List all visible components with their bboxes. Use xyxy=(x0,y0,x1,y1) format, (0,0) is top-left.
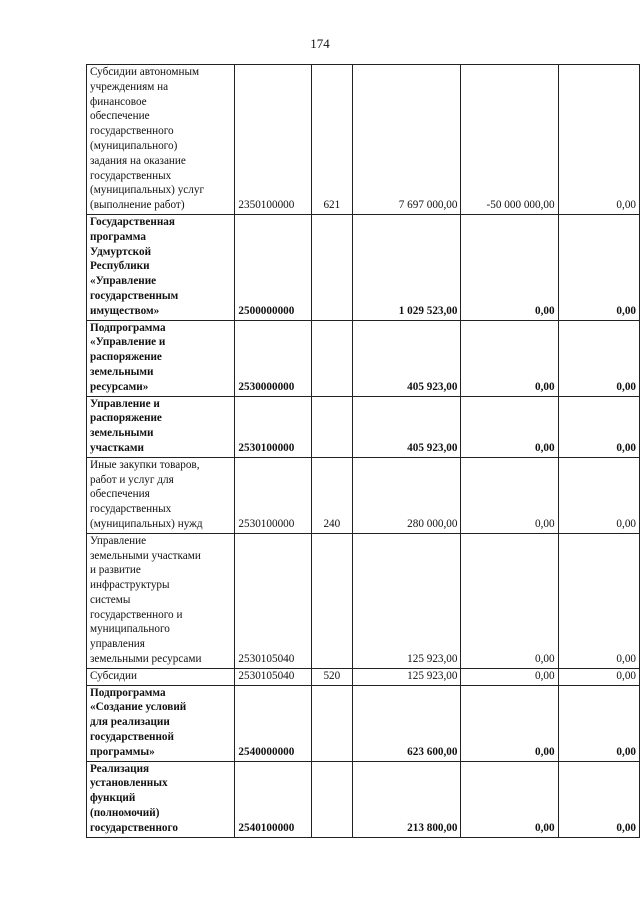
row-name: Реализация установленных функций (полномочий) государственного xyxy=(90,762,178,834)
row-code: 2530000000 xyxy=(235,320,311,396)
row-amount-2: 0,00 xyxy=(461,214,558,320)
row-amount-3: 0,00 xyxy=(558,65,639,215)
row-expense-type: 240 xyxy=(311,457,352,533)
row-name: Государственная программа Удмуртской Республики «Управление государственным имуществом» xyxy=(90,215,179,317)
row-amount-1: 1 029 523,00 xyxy=(352,214,461,320)
row-amount-3: 0,00 xyxy=(558,761,639,837)
row-name-cell xyxy=(87,668,235,685)
row-amount-3: 0,00 xyxy=(558,685,639,761)
row-name: Иные закупки товаров, работ и услуг для обеспечения государственных (муниципальных) нужд xyxy=(90,458,203,530)
row-amount-1: 7 697 000,00 xyxy=(352,65,461,215)
table-row xyxy=(87,214,640,320)
row-amount-3: 0,00 xyxy=(558,396,639,457)
row-amount-1: 623 600,00 xyxy=(352,685,461,761)
table-row xyxy=(87,761,640,837)
table-row xyxy=(87,668,640,685)
table-row xyxy=(87,533,640,668)
row-name-cell xyxy=(87,761,235,837)
row-code: 2500000000 xyxy=(235,214,311,320)
page-number: 174 xyxy=(310,36,330,51)
row-code: 2540100000 xyxy=(235,761,311,837)
row-name-cell xyxy=(87,685,235,761)
row-expense-type xyxy=(311,320,352,396)
row-code: 2350100000 xyxy=(235,65,311,215)
row-amount-1: 213 800,00 xyxy=(352,761,461,837)
row-amount-3: 0,00 xyxy=(558,533,639,668)
row-expense-type xyxy=(311,685,352,761)
row-code: 2540000000 xyxy=(235,685,311,761)
row-amount-3: 0,00 xyxy=(558,320,639,396)
row-name: Управление и распоряжение земельными участками xyxy=(90,397,162,454)
row-name-cell xyxy=(87,214,235,320)
table-row xyxy=(87,457,640,533)
table-row xyxy=(87,320,640,396)
row-expense-type xyxy=(311,533,352,668)
row-amount-1: 280 000,00 xyxy=(352,457,461,533)
table-row xyxy=(87,65,640,215)
row-amount-2: 0,00 xyxy=(461,457,558,533)
budget-table-body xyxy=(87,65,640,838)
row-amount-2: 0,00 xyxy=(461,761,558,837)
row-amount-1: 125 923,00 xyxy=(352,668,461,685)
row-amount-2: -50 000 000,00 xyxy=(461,65,558,215)
row-amount-1: 125 923,00 xyxy=(352,533,461,668)
row-amount-2: 0,00 xyxy=(461,320,558,396)
row-expense-type: 520 xyxy=(311,668,352,685)
row-amount-2: 0,00 xyxy=(461,685,558,761)
table-row xyxy=(87,396,640,457)
row-expense-type xyxy=(311,396,352,457)
row-amount-3: 0,00 xyxy=(558,668,639,685)
row-name: Подпрограмма «Управление и распоряжение земельными ресурсами» xyxy=(90,321,166,393)
row-name-cell xyxy=(87,65,235,215)
row-amount-1: 405 923,00 xyxy=(352,396,461,457)
row-code: 2530105040 xyxy=(235,668,311,685)
row-amount-2: 0,00 xyxy=(461,668,558,685)
row-amount-2: 0,00 xyxy=(461,533,558,668)
row-amount-3: 0,00 xyxy=(558,457,639,533)
row-name-cell xyxy=(87,533,235,668)
budget-table xyxy=(86,64,640,838)
row-name: Подпрограмма «Создание условий для реализации государственной программы» xyxy=(90,686,187,758)
row-amount-3: 0,00 xyxy=(558,214,639,320)
row-code: 2530100000 xyxy=(235,396,311,457)
row-code: 2530100000 xyxy=(235,457,311,533)
row-name: Субсидии автономным учреждениям на финансовое обеспечение государственного (муниципального) задания на оказание государственных (муниципальных) услуг (выполнение работ) xyxy=(90,66,205,212)
row-code: 2530105040 xyxy=(235,533,311,668)
row-name: Управление земельными участками и развитие инфраструктуры системы государственного и муниципального управления земельными ресурсами xyxy=(90,534,202,666)
table-row xyxy=(87,685,640,761)
row-expense-type xyxy=(311,214,352,320)
row-expense-type: 621 xyxy=(311,65,352,215)
row-name: Субсидии xyxy=(90,669,137,682)
row-amount-2: 0,00 xyxy=(461,396,558,457)
row-amount-1: 405 923,00 xyxy=(352,320,461,396)
row-name-cell xyxy=(87,396,235,457)
row-expense-type xyxy=(311,761,352,837)
row-name-cell xyxy=(87,320,235,396)
row-name-cell xyxy=(87,457,235,533)
